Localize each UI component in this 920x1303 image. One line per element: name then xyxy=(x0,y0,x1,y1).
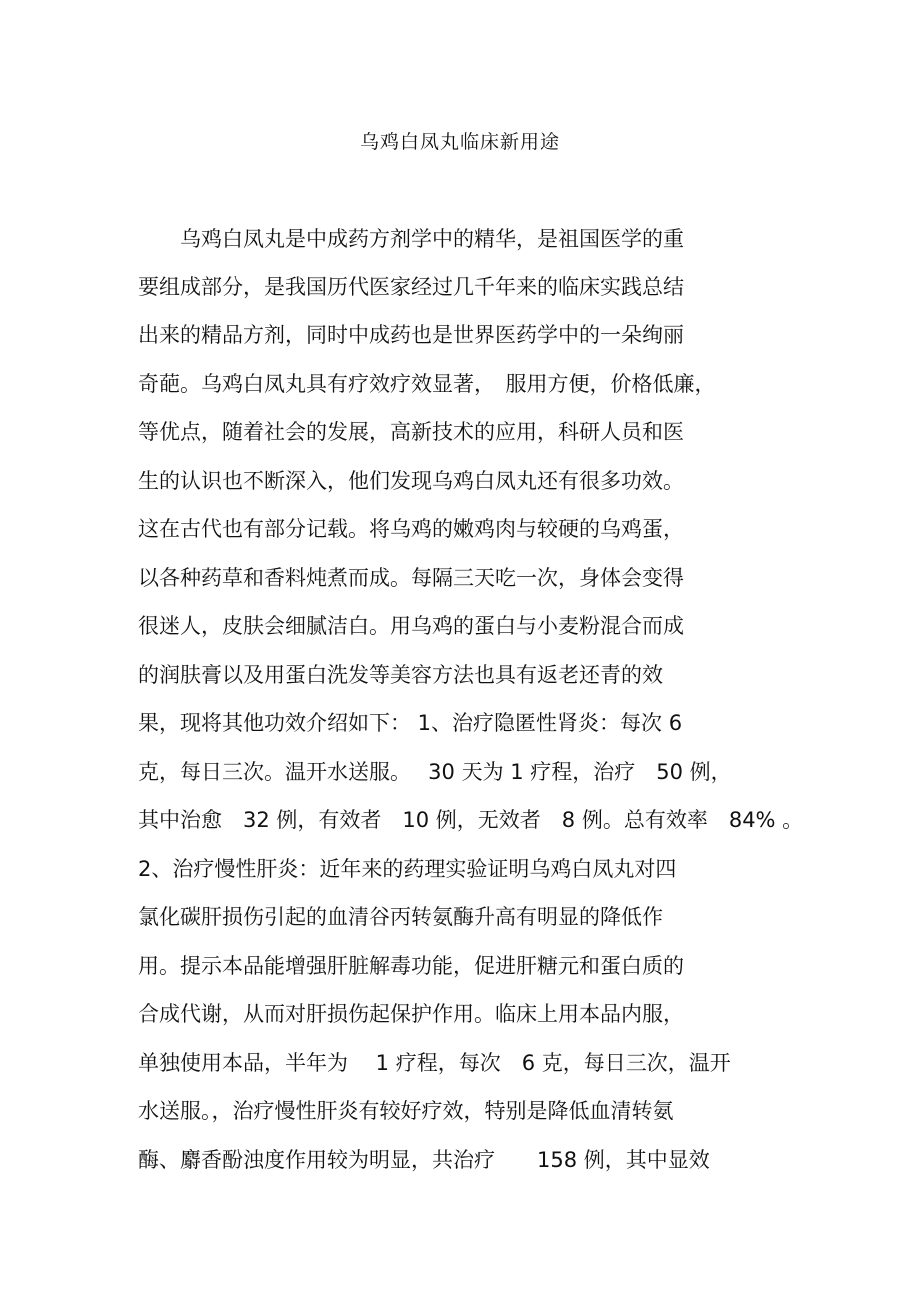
body-line: 要组成部分，是我国历代医家经过几千年来的临床实践总结 xyxy=(138,275,684,299)
body-line: 很迷人，皮肤会细腻洁白。用乌鸡的蛋白与小麦粉混合而成 xyxy=(138,614,684,638)
document-title: 乌鸡白凤丸临床新用途 xyxy=(359,131,560,153)
body-line: 其中治愈 32 例，有效者 10 例，无效者 8 例。总有效率 84% 。 xyxy=(138,808,804,832)
body-line: 的润肤膏以及用蛋白洗发等美容方法也具有返老还青的效 xyxy=(138,663,663,687)
body-line: 生的认识也不断深入，他们发现乌鸡白凤丸还有很多功效。 xyxy=(138,469,684,493)
body-line: 单独使用本品，半年为 1 疗程，每次 6 克，每日三次，温开 xyxy=(138,1051,731,1075)
body-line: 合成代谢，从而对肝损伤起保护作用。临床上用本品内服， xyxy=(138,1002,684,1026)
body-line: 以各种药草和香料炖煮而成。每隔三天吃一次，身体会变得 xyxy=(138,566,684,590)
body-line: 出来的精品方剂，同时中成药也是世界医药学中的一朵绚丽 xyxy=(138,323,684,347)
body-line: 氯化碳肝损伤引起的血清谷丙转氨酶升高有明显的降低作 xyxy=(138,905,663,929)
body-line: 克，每日三次。温开水送服。 30 天为 1 疗程，治疗 50 例， xyxy=(138,760,732,784)
body-line: 这在古代也有部分记载。将乌鸡的嫩鸡肉与较硬的乌鸡蛋， xyxy=(138,517,684,541)
body-line: 用。提示本品能增强肝脏解毒功能，促进肝糖元和蛋白质的 xyxy=(138,954,684,978)
body-line: 果，现将其他功效介绍如下： 1、治疗隐匿性肾炎：每次 6 xyxy=(138,711,683,735)
body-line: 奇葩。乌鸡白凤丸具有疗效疗效显著， 服用方便，价格低廉， xyxy=(138,372,716,396)
body-line: 乌鸡白凤丸是中成药方剂学中的精华，是祖国医学的重 xyxy=(138,227,684,251)
body-line: 等优点，随着社会的发展，高新技术的应用，科研人员和医 xyxy=(138,420,684,444)
body-line: 酶、麝香酚浊度作用较为明显，共治疗 158 例，其中显效 xyxy=(138,1148,710,1172)
body-line: 水送服。，治疗慢性肝炎有较好疗效，特别是降低血清转氨 xyxy=(138,1099,674,1123)
body-line: 2、治疗慢性肝炎：近年来的药理实验证明乌鸡白凤丸对四 xyxy=(138,857,677,881)
